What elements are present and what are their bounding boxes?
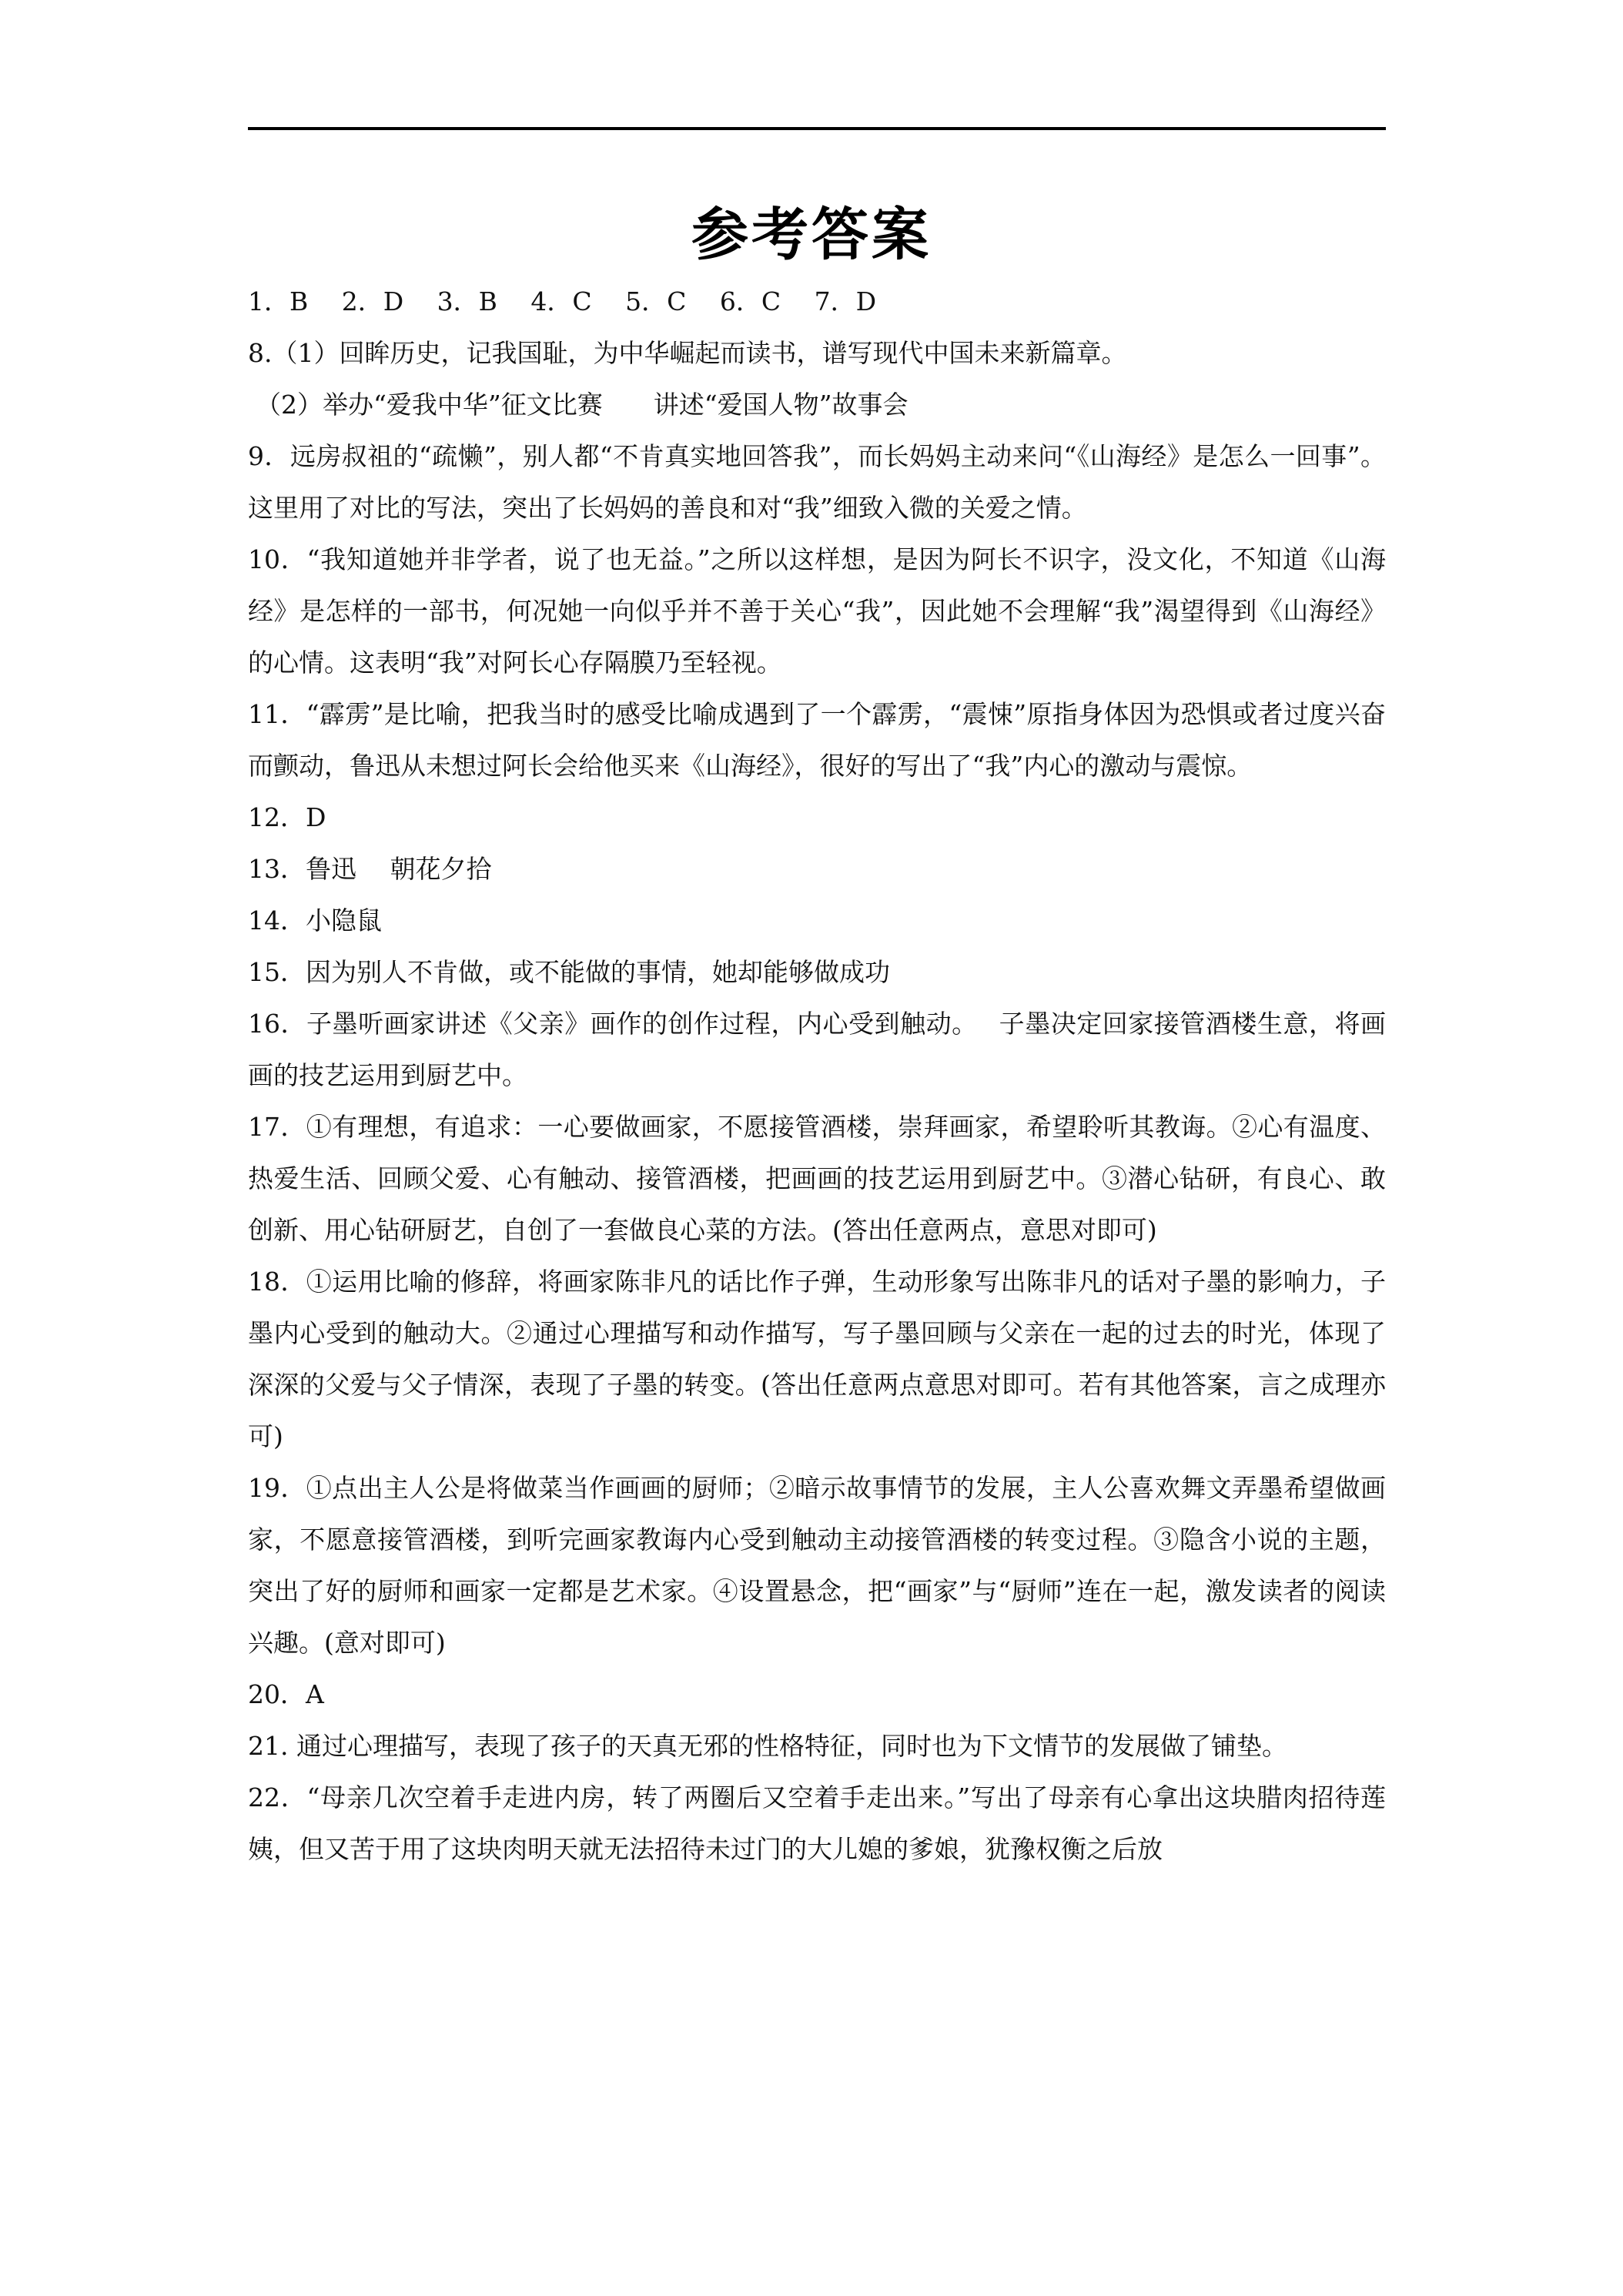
header-rule <box>248 127 1386 130</box>
mc-answers: 1．B 2．D 3．B 4．C 5．C 6．C 7．D <box>248 286 877 316</box>
answer-15: 15．因为别人不肯做，或不能做的事情，她却能够做成功 <box>248 957 890 987</box>
answer-10: 10．“我知道她并非学者，说了也无益。”之所以这样想，是因为阿长不识字，没文化，不知道《山海经》是怎样的一部书，何况她一向似乎并不善于关心“我”，因此她不会理解“我”渴望得到《山海经》的心情。这表明“我”对阿长心存隔膜乃至轻视。 <box>248 544 1386 678</box>
answer-8-1: 8.（1）回眸历史，记我国耻，为中华崛起而读书，谱写现代中国未来新篇章。 <box>248 338 1127 368</box>
answer-12: 12．D <box>248 802 326 832</box>
answer-9: 9．远房叔祖的“疏懒”，别人都“不肯真实地回答我”，而长妈妈主动来问“《山海经》是怎么一回事”。这里用了对比的写法，突出了长妈妈的善良和对“我”细致入微的关爱之情。 <box>248 441 1386 523</box>
answer-16: 16．子墨听画家讲述《父亲》画作的创作过程，内心受到触动。 子墨决定回家接管酒楼生意，将画画的技艺运用到厨艺中。 <box>248 1009 1386 1090</box>
answer-20: 20．A <box>248 1679 324 1709</box>
answer-list <box>248 276 1386 1875</box>
answer-22: 22．“母亲几次空着手走进内房，转了两圈后又空着手走出来。”写出了母亲有心拿出这块腊肉招待莲姨，但又苦于用了这块肉明天就无法招待未过门的大儿媳的爹娘，犹豫权衡之后放 <box>248 1782 1386 1864</box>
answer-14: 14．小隐鼠 <box>248 905 382 935</box>
answer-19: 19．①点出主人公是将做菜当作画画的厨师；②暗示故事情节的发展，主人公喜欢舞文弄墨希望做画家，不愿意接管酒楼，到听完画家教诲内心受到触动主动接管酒楼的转变过程。③隐含小说的主题，突出了好的厨师和画家一定都是艺术家。④设置悬念，把“画家”与“厨师”连在一起，激发读者的阅读兴趣。(意对即可) <box>248 1473 1386 1658</box>
answer-21: 21. 通过心理描写，表现了孩子的天真无邪的性格特征，同时也为下文情节的发展做了铺垫。 <box>248 1731 1287 1761</box>
answer-18: 18．①运用比喻的修辞，将画家陈非凡的话比作子弹，生动形象写出陈非凡的话对子墨的影响力，子墨内心受到的触动大。②通过心理描写和动作描写，写子墨回顾与父亲在一起的过去的时光，体现了深深的父爱与父子情深，表现了子墨的转变。(答出任意两点意思对即可。若有其他答案，言之成理亦可) <box>248 1267 1386 1451</box>
page-title: 参考答案 <box>691 202 932 268</box>
answer-8-2: （2）举办“爱我中华”征文比赛 讲述“爱国人物”故事会 <box>256 390 909 420</box>
answer-17: 17．①有理想，有追求：一心要做画家，不愿接管酒楼，崇拜画家，希望聆听其教诲。②心有温度、热爱生活、回顾父爱、心有触动、接管酒楼，把画画的技艺运用到厨艺中。③潜心钻研，有良心、敢创新、用心钻研厨艺，自创了一套做良心菜的方法。(答出任意两点，意思对即可) <box>248 1112 1386 1245</box>
answer-11: 11．“霹雳”是比喻，把我当时的感受比喻成遇到了一个霹雳，“震悚”原指身体因为恐惧或者过度兴奋而颤动，鲁迅从未想过阿长会给他买来《山海经》，很好的写出了“我”内心的激动与震惊。 <box>248 699 1386 781</box>
answer-13: 13．鲁迅 朝花夕拾 <box>248 854 492 884</box>
